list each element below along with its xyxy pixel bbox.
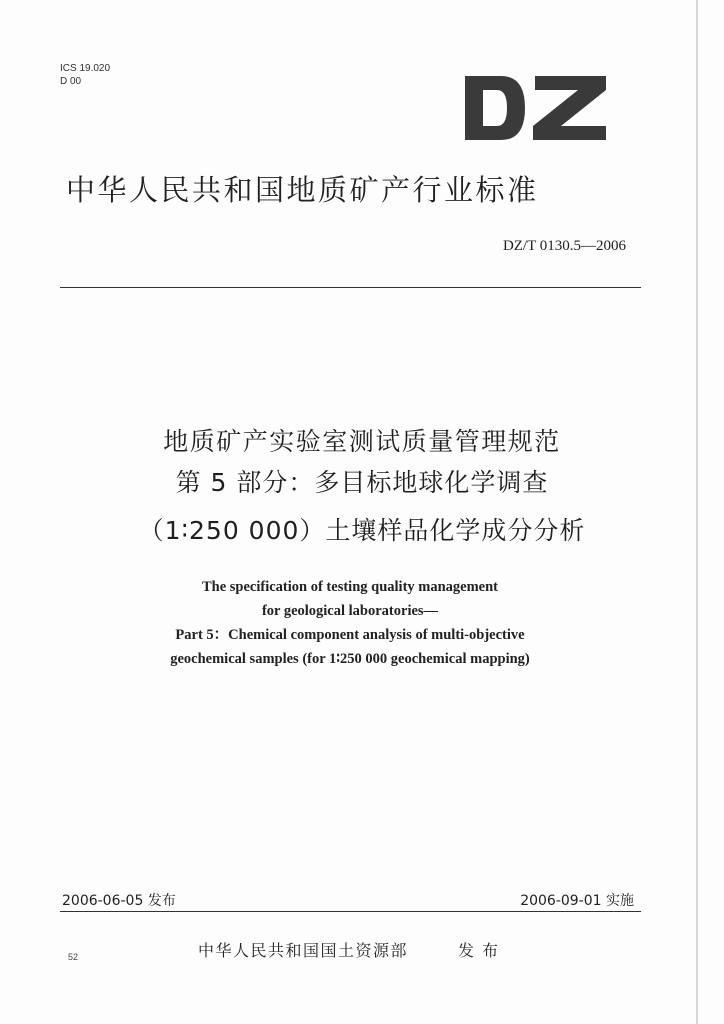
logo-letter-d [465,76,525,140]
publish-label: 发布 [458,941,507,960]
english-title-line-1: The specification of testing quality management [201,579,499,595]
ics-code: ICS 19.020 [60,63,111,74]
standard-number: DZ/T 0130.5—2006 [502,238,626,254]
chinese-title-line-1: 地质矿产实验室测试质量管理规范 [163,427,561,456]
english-title-line-2: for geological laboratories— [261,603,439,619]
issue-date: 2006-06-05 发布 [62,893,176,909]
publisher-name: 中华人民共和国国土资源部 [198,941,409,960]
standard-category-title: 中华人民共和国地质矿产行业标准 [66,173,539,207]
logo-letter-z [533,76,606,140]
page-number: 52 [68,952,79,962]
chinese-title-line-2: 第 5 部分：多目标地球化学调查 [175,468,549,497]
header-divider [60,287,641,288]
chinese-title-line-3: （1∶250 000）土壤样品化学成分分析 [138,516,586,545]
footer-divider [60,911,641,912]
classification-codes [60,62,110,88]
dz-logo [463,74,608,142]
english-title-line-3: Part 5：Chemical component analysis of multi-objective [175,627,525,643]
class-code: D 00 [60,76,82,87]
english-title-line-4: geochemical samples (for 1∶250 000 geochemical mapping) [170,651,530,667]
implementation-date: 2006-09-01 实施 [520,893,634,909]
